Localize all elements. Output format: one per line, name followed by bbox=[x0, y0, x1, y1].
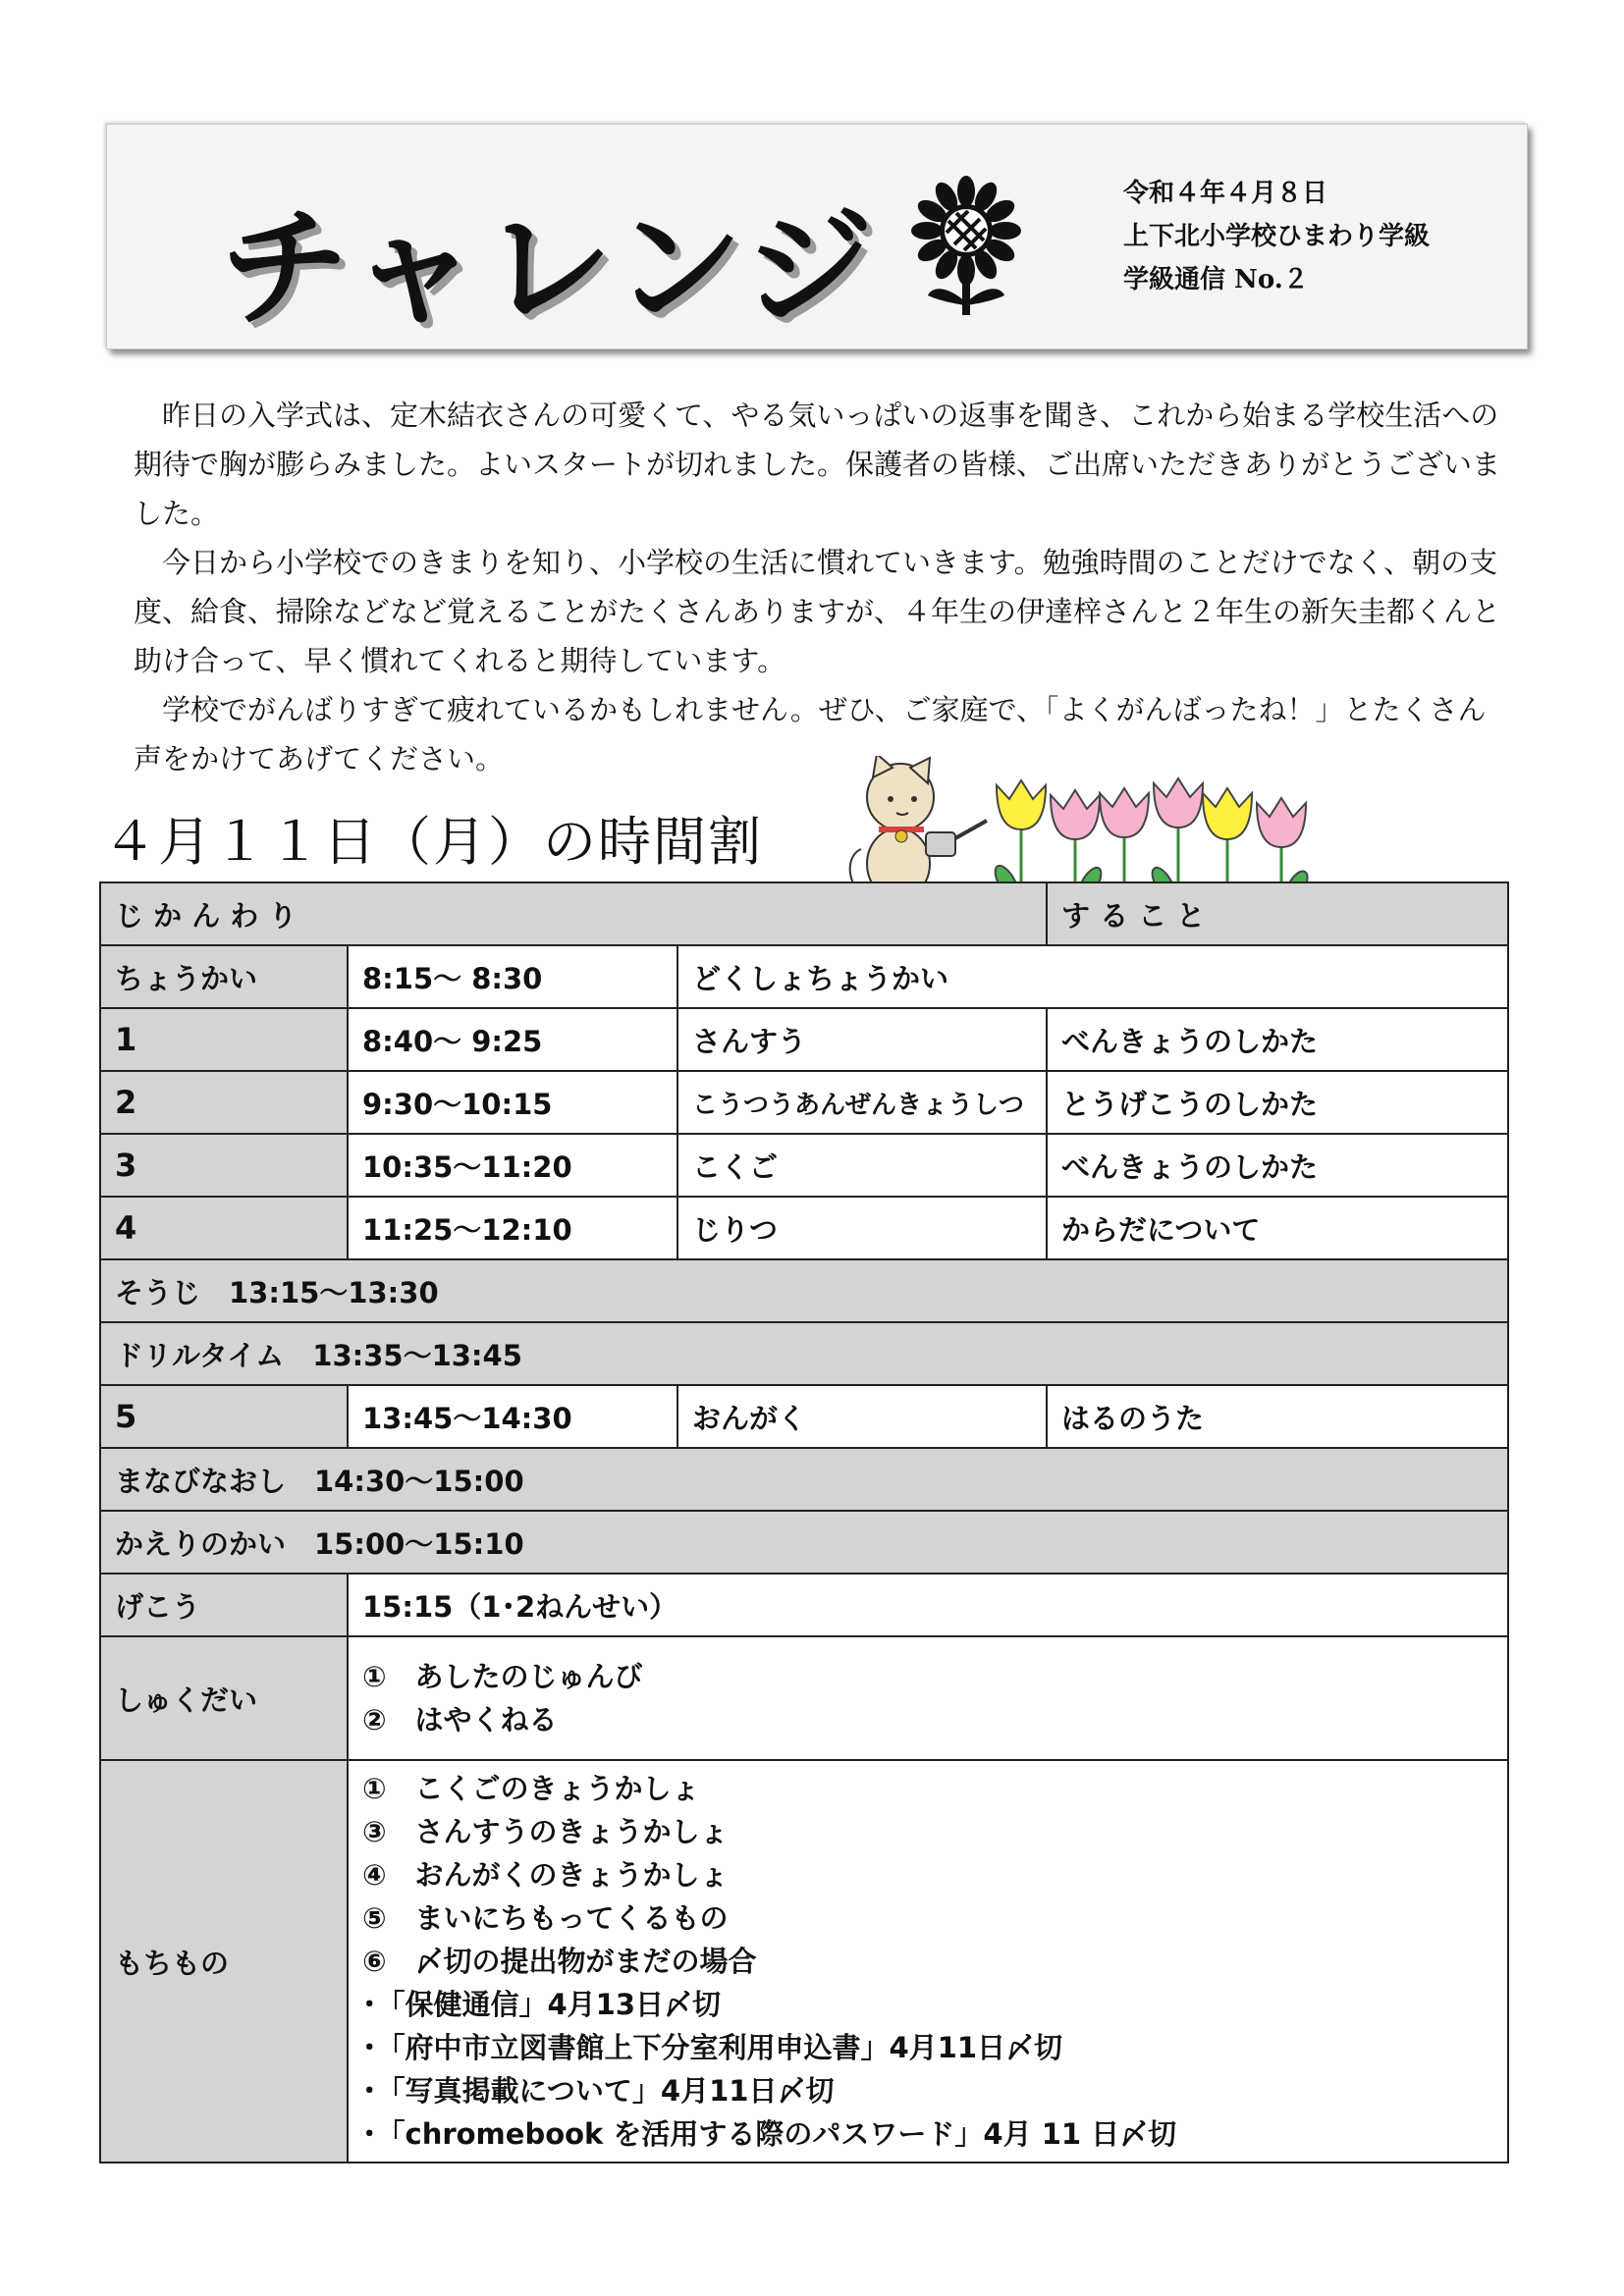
header-surukoto: す る こ と bbox=[1047, 882, 1508, 945]
list-item: ④ おんがくのきょうかしょ bbox=[362, 1858, 729, 1892]
sunflower-icon bbox=[902, 174, 1030, 321]
list-item: ② はやくねる bbox=[362, 1703, 558, 1736]
period-activity: はるのうた bbox=[1047, 1385, 1508, 1448]
choukai-time: 8:15～ 8:30 bbox=[348, 945, 677, 1008]
header-jikanwari: じ か ん わ り bbox=[100, 882, 1047, 945]
manabi-row: まなびなおし 14:30～15:00 bbox=[100, 1448, 1508, 1511]
intro-paragraph: 今日から小学校でのきまりを知り、小学校の生活に慣れていきます。勉強時間のことだけでなく、朝の支度、給食、掃除などなど覚えることがたくさんありますが、４年生の伊達梓さんと２年生の新矢圭都くんと助け合って、早く慣れてくれると期待しています。 bbox=[134, 546, 1501, 677]
table-row bbox=[100, 1511, 1508, 1574]
newsletter-meta bbox=[1123, 172, 1430, 301]
kaeri-row: かえりのかい 15:00～15:10 bbox=[100, 1511, 1508, 1574]
newsletter-title: チャレンジ bbox=[220, 193, 878, 345]
list-item: ⑥ 〆切の提出物がまだの場合 bbox=[362, 1945, 757, 1978]
list-item: ⑤ まいにちもってくるもの bbox=[362, 1901, 729, 1935]
period-number: 3 bbox=[100, 1134, 348, 1197]
header-banner bbox=[106, 124, 1528, 349]
list-item: ① こくごのきょうかしょ bbox=[362, 1772, 700, 1805]
gekou-label: げこう bbox=[100, 1574, 348, 1636]
intro-paragraph: 学校でがんばりすぎて疲れているかもしれません。ぜひ、ご家庭で、「よくがんばったね！」とたくさん声をかけてあげてください。 bbox=[134, 693, 1487, 775]
period-time: 8:40～ 9:25 bbox=[348, 1008, 677, 1071]
period-number: 4 bbox=[100, 1197, 348, 1259]
period-time: 10:35～11:20 bbox=[348, 1134, 677, 1197]
period-activity: からだについて bbox=[1047, 1197, 1508, 1259]
list-item: ･「府中市立図書館上下分室利用申込書」4月11日〆切 bbox=[362, 2031, 1063, 2064]
table-row bbox=[100, 1448, 1508, 1511]
period-time: 13:45～14:30 bbox=[348, 1385, 677, 1448]
intro-paragraph: 昨日の入学式は、定木結衣さんの可愛くて、やる気いっぱいの返事を聞き、これから始まる学校生活への期待で胸が膨らみました。よいスタートが切れました。保護者の皆様、ご出席いただきありがとうございました。 bbox=[134, 399, 1501, 530]
period-subject: こうつうあんぜんきょうしつ bbox=[677, 1071, 1047, 1134]
shukudai-label: しゅくだい bbox=[100, 1636, 348, 1760]
shukudai-list bbox=[348, 1636, 1508, 1760]
table-row bbox=[100, 945, 1508, 1008]
period-number: 5 bbox=[100, 1385, 348, 1448]
period-number: 1 bbox=[100, 1008, 348, 1071]
period-subject: じりつ bbox=[677, 1197, 1047, 1259]
table-row bbox=[100, 1322, 1508, 1385]
table-row bbox=[100, 1071, 1508, 1134]
choukai-label: ちょうかい bbox=[100, 945, 348, 1008]
table-row bbox=[100, 1385, 1508, 1448]
period-activity: とうげこうのしかた bbox=[1047, 1071, 1508, 1134]
drill-row: ドリルタイム 13:35～13:45 bbox=[100, 1322, 1508, 1385]
schedule-table bbox=[99, 881, 1509, 2163]
table-row bbox=[100, 1636, 1508, 1760]
table-row bbox=[100, 1008, 1508, 1071]
issue-number: 学級通信 No.２ bbox=[1123, 265, 1309, 294]
mochimono-label: もちもの bbox=[100, 1760, 348, 2163]
intro-text bbox=[134, 391, 1508, 783]
period-time: 9:30～10:15 bbox=[348, 1071, 677, 1134]
period-subject: おんがく bbox=[677, 1385, 1047, 1448]
mochimono-list bbox=[348, 1760, 1508, 2163]
table-row bbox=[100, 1574, 1508, 1636]
period-subject: こくご bbox=[677, 1134, 1047, 1197]
period-activity: べんきょうのしかた bbox=[1047, 1134, 1508, 1197]
list-item: ③ さんすうのきょうかしょ bbox=[362, 1815, 729, 1848]
list-item: ･「保健通信」4月13日〆切 bbox=[362, 1988, 722, 2021]
period-subject: さんすう bbox=[677, 1008, 1047, 1071]
table-row bbox=[100, 1760, 1508, 2163]
table-row bbox=[100, 1134, 1508, 1197]
school-name: 上下北小学校ひまわり学級 bbox=[1123, 222, 1431, 251]
gekou-value: 15:15（1･2ねんせい） bbox=[348, 1574, 1508, 1636]
period-activity: べんきょうのしかた bbox=[1047, 1008, 1508, 1071]
list-item: ･「写真掲載について」4月11日〆切 bbox=[362, 2074, 835, 2108]
table-row bbox=[100, 1259, 1508, 1322]
table-row bbox=[100, 1197, 1508, 1259]
list-item: ･「chromebook を活用する際のパスワード」4月 11 日〆切 bbox=[362, 2117, 1177, 2151]
souji-row: そうじ 13:15～13:30 bbox=[100, 1259, 1508, 1322]
choukai-subject: どくしょちょうかい bbox=[677, 945, 1508, 1008]
issue-date: 令和４年４月８日 bbox=[1123, 179, 1328, 208]
list-item: ① あしたのじゅんび bbox=[362, 1660, 643, 1693]
period-number: 2 bbox=[100, 1071, 348, 1134]
schedule-heading: ４月１１日（月）の時間割 bbox=[103, 811, 763, 873]
period-time: 11:25～12:10 bbox=[348, 1197, 677, 1259]
